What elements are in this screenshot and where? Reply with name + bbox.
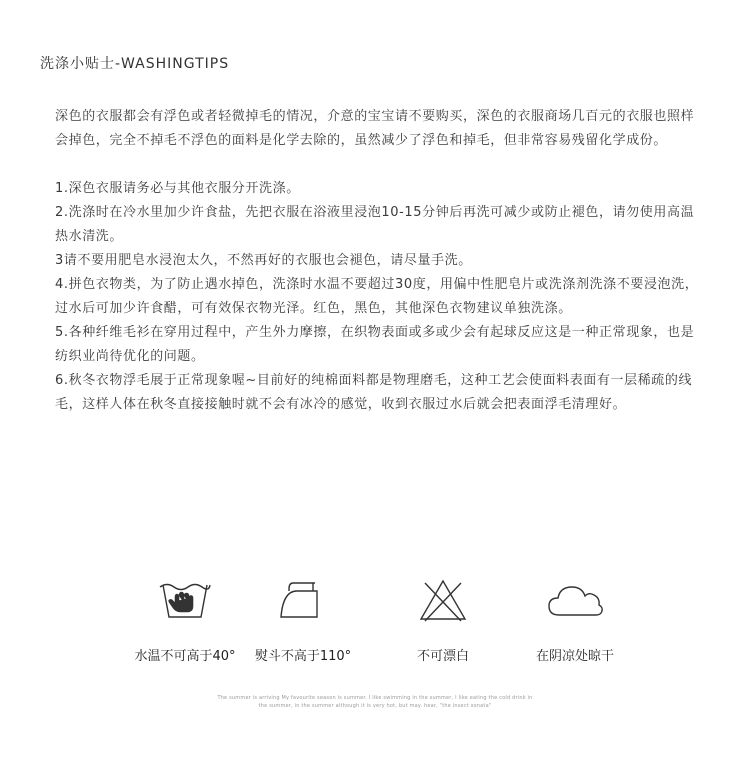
care-no-bleach <box>378 575 508 664</box>
no-bleach-icon <box>413 575 473 625</box>
care-hand-wash <box>120 575 250 664</box>
care-label: 在阴凉处晾干 <box>535 649 614 664</box>
footer-line: The summer is arriving My favourite season is summer. I like swimming in the summer, I like eating the cold drink in <box>217 695 533 701</box>
tip-item: 4.拼色衣物类，为了防止遇水掉色，洗涤时水温不要超过30度，用偏中性肥皂片或洗涤剂洗涤不要浸泡洗，过水后可加少许食醋，可有效保衣物光泽。红色，黑色，其他深色衣物建议单独洗涤。 <box>55 277 699 316</box>
hand-wash-icon <box>155 575 215 625</box>
intro-paragraph: 深色的衣服都会有浮色或者轻微掉毛的情况，介意的宝宝请不要购买，深色的衣服商场几百元的衣服也照样会掉色，完全不掉毛不浮色的面料是化学去除的，虽然减少了浮色和掉毛，但非常容易残留化学成份。 <box>55 109 695 148</box>
iron-icon <box>273 575 333 625</box>
tip-item: 6.秋冬衣物浮毛展于正常现象喔~目前好的纯棉面料都是物理磨毛，这种工艺会使面料表面有一层稀疏的线毛，这样人体在秋冬直接接触时就不会有冰冷的感觉，收到衣服过水后就会把表面浮毛清理好。 <box>55 373 693 412</box>
care-icons-row <box>120 575 640 665</box>
page-title: 洗涤小贴士-WASHINGTIPS <box>40 56 230 72</box>
washing-tips-content <box>55 105 705 417</box>
tip-item: 1.深色衣服请务必与其他衣服分开洗涤。 <box>55 181 300 196</box>
footer-line: the summer, in the summer although it is very hot, but may. hear, "the insect sonata" <box>258 703 492 709</box>
care-label: 熨斗不高于110° <box>254 649 352 664</box>
tip-item: 3请不要用肥皂水浸泡太久，不然再好的衣服也会褪色，请尽量手洗。 <box>55 253 472 268</box>
care-dry-in-shade <box>510 575 640 664</box>
tip-item: 5.各种纤维毛衫在穿用过程中，产生外力摩擦，在织物表面或多或少会有起球反应这是一种正常现象，也是纺织业尚待优化的问题。 <box>55 325 695 364</box>
care-label: 不可漂白 <box>416 649 469 664</box>
care-iron <box>238 575 368 664</box>
footer-text <box>0 694 750 710</box>
tip-item: 2.洗涤时在冷水里加少许食盐，先把衣服在浴液里浸泡10-15分钟后再洗可减少或防止褪色，请勿使用高温热水清洗。 <box>55 205 695 244</box>
dry-in-shade-icon <box>545 575 605 625</box>
care-label: 水温不可高于40° <box>134 649 236 664</box>
